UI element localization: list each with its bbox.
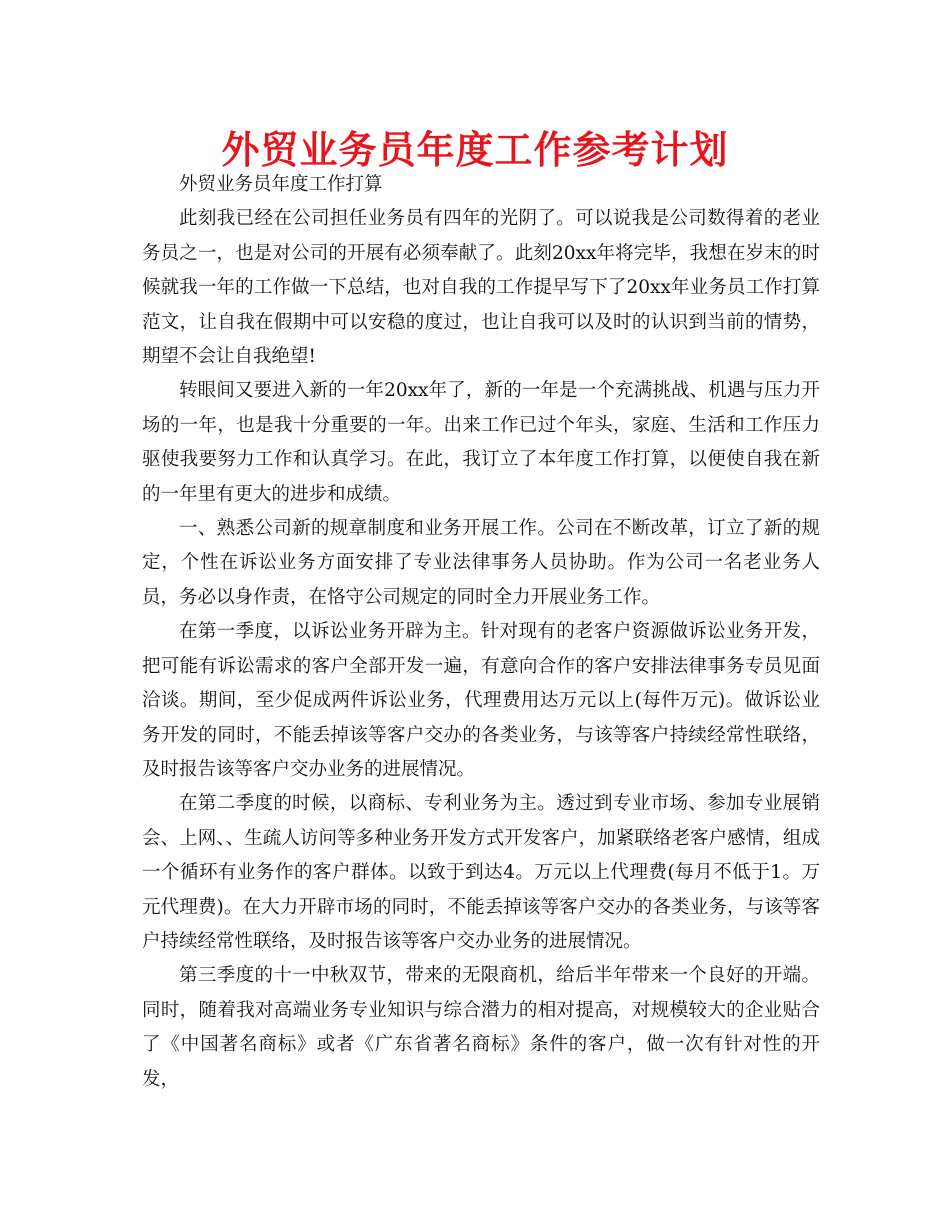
- document-title: 外贸业务员年度工作参考计划: [221, 127, 729, 172]
- paragraph: 此刻我已经在公司担任业务员有四年的光阴了。可以说我是公司数得着的老业务员之一，也是对公司的开展有必须奉献了。此刻20xx年将完毕，我想在岁末的时候就我一年的工作做一下总结，也对自我的工作提早写下了20xx年业务员工作打算范文，让自我在假期中可以安稳的度过，也让自我可以及时的认识到当前的情势，期望不会让自我绝望!: [142, 208, 820, 368]
- paragraph: 转眼间又要进入新的一年20xx年了，新的一年是一个充满挑战、机遇与压力开场的一年，也是我十分重要的一年。出来工作已过个年头，家庭、生活和工作压力驱使我要努力工作和认真学习。在此，我订立了本年度工作打算，以便使自我在新的一年里有更大的进步和成绩。: [142, 380, 820, 505]
- paragraph: 一、熟悉公司新的规章制度和业务开展工作。公司在不断改革，订立了新的规定，个性在诉讼业务方面安排了专业法律事务人员协助。作为公司一名老业务人员，务必以身作责，在恪守公司规定的同时全力开展业务工作。: [142, 518, 820, 608]
- document-body: [142, 168, 820, 1097]
- paragraph: 在第一季度，以诉讼业务开辟为主。针对现有的老客户资源做诉讼业务开发，把可能有诉讼需求的客户全部开发一遍，有意向合作的客户安排法律事务专员见面洽谈。期间，至少促成两件诉讼业务，代理费用达万元以上(每件万元)。做诉讼业务开发的同时，不能丢掉该等客户交办的各类业务，与该等客户持续经常性联络，及时报告该等客户交办业务的进展情况。: [142, 621, 820, 780]
- paragraph-subtitle: 外贸业务员年度工作打算: [179, 174, 383, 195]
- paragraph: 在第二季度的时候，以商标、专利业务为主。透过到专业市场、参加专业展销会、上网、、生疏人访问等多种业务开发方式开发客户，加紧联络老客户感情，组成一个循环有业务作的客户群体。以致于到达4。万元以上代理费(每月不低于1。万元代理费)。在大力开辟市场的同时，不能丢掉该等客户交办的各类业务，与该等客户持续经常性联络，及时报告该等客户交办业务的进展情况。: [142, 793, 820, 952]
- paragraph: 第三季度的十一中秋双节，带来的无限商机，给后半年带来一个良好的开端。同时，随着我对高端业务专业知识与综合潜力的相对提高，对规模较大的企业贴合了《中国著名商标》或者《广东省著名商标》条件的客户，做一次有针对性的开发，: [142, 965, 820, 1090]
